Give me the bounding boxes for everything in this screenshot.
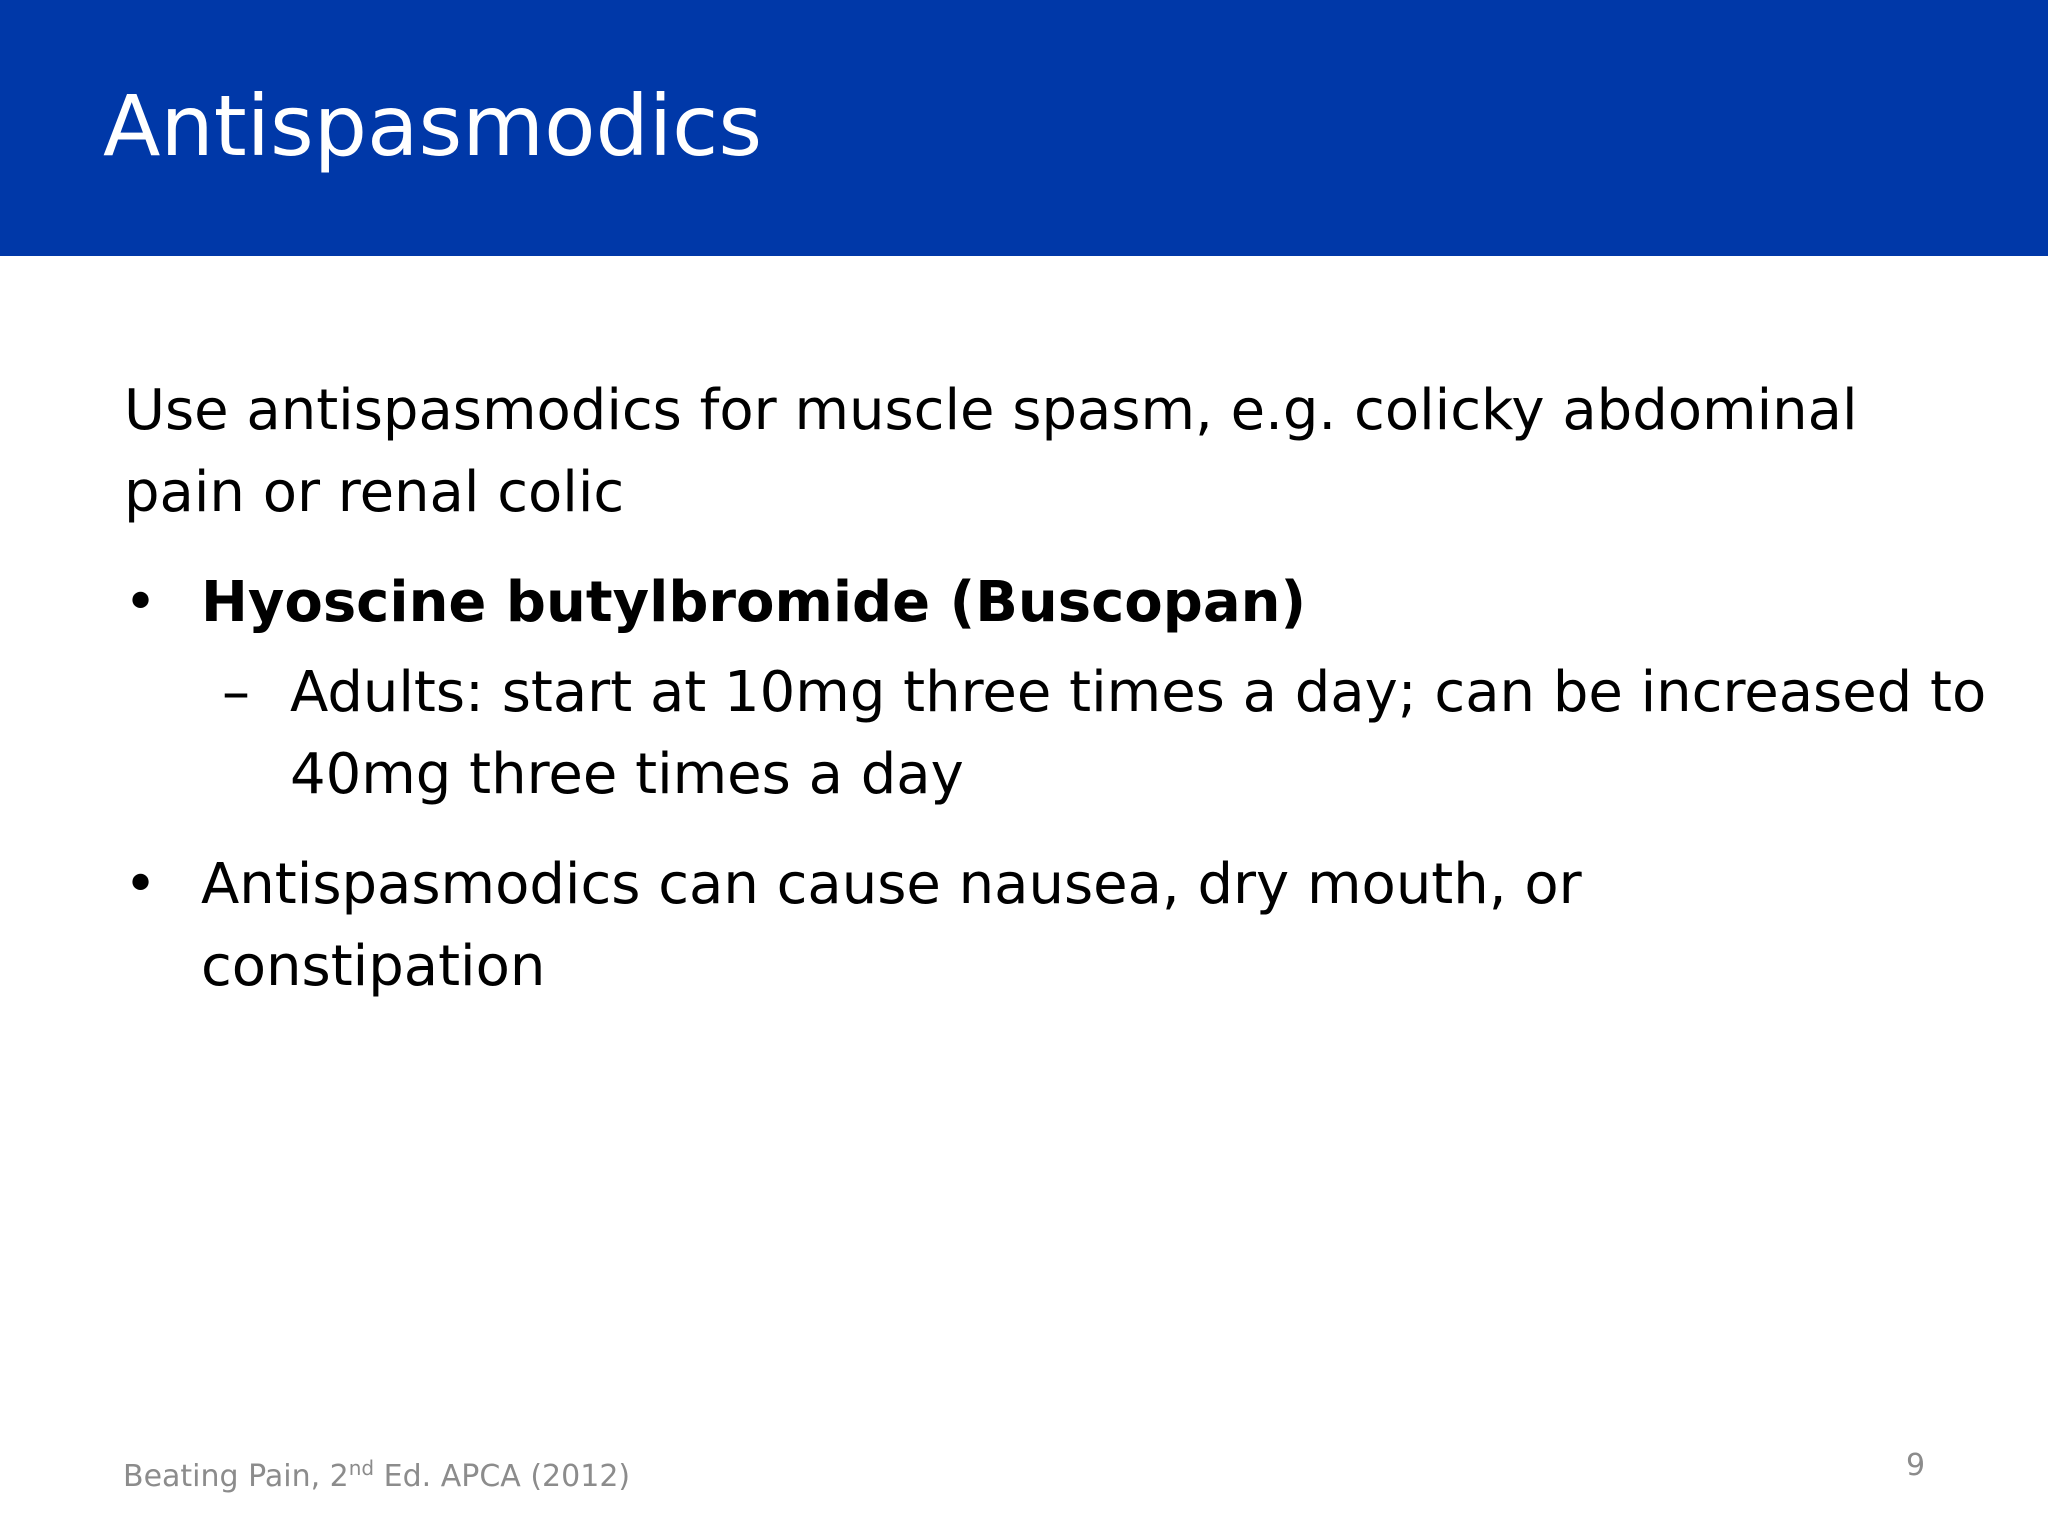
slide-title: Antispasmodics [103,77,763,175]
sub-bullet-text: Adults: start at 10mg three times a day; can be increased to 40mg three times a day [290,660,1987,807]
page-number: 9 [1906,1448,1926,1483]
bullet-marker: • [124,852,158,917]
sub-bullet-item [124,652,2010,816]
sub-bullet-marker: – [222,660,250,725]
bullet-item [124,562,1924,644]
footer-text-end: Ed. APCA (2012) [374,1459,631,1494]
bullet-text: Antispasmodics can cause nausea, dry mouth, or constipation [201,852,1582,999]
title-bar [0,0,2048,256]
footer-superscript: nd [348,1456,375,1480]
footer-citation [123,1456,630,1494]
bullet-marker: • [124,570,158,635]
bullet-text: Hyoscine butylbromide (Buscopan) [201,570,1307,635]
footer-text-start: Beating Pain, 2 [123,1459,349,1494]
bullet-item [124,844,1924,1008]
slide-body [124,370,1987,1008]
intro-text: Use antispasmodics for muscle spasm, e.g. colicky abdominal pain or renal colic [124,378,1858,525]
